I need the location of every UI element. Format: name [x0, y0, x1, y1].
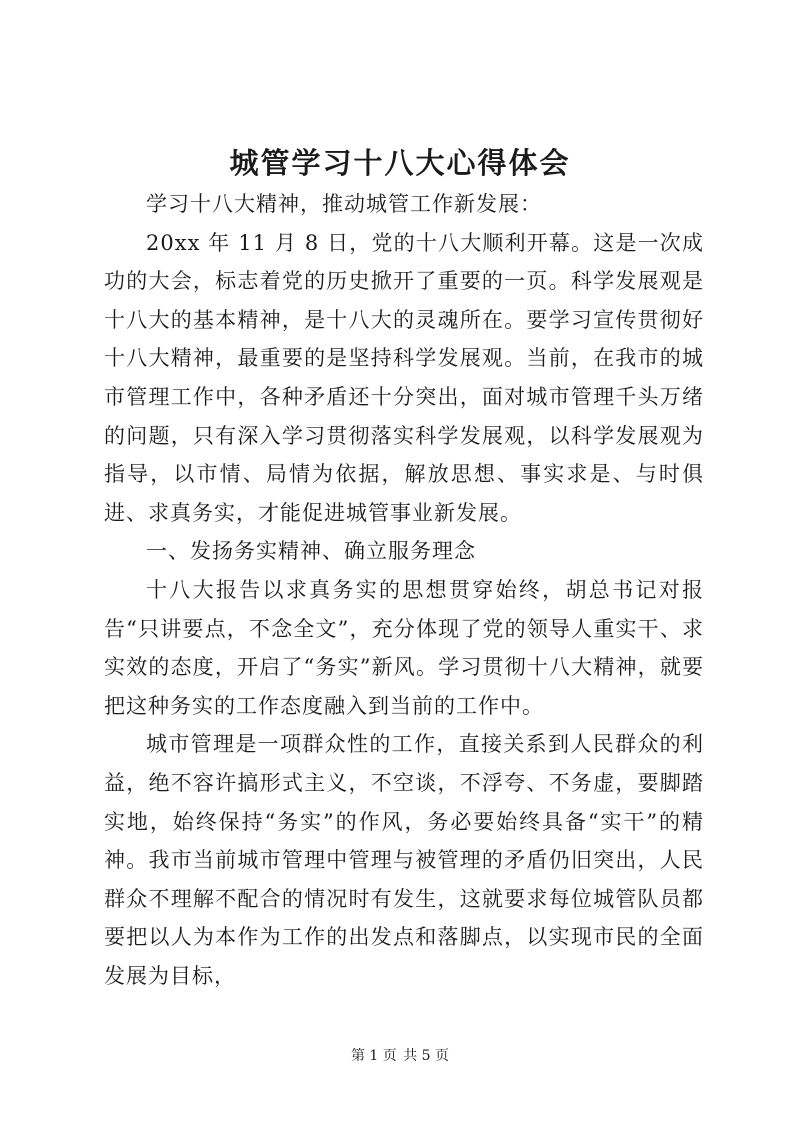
body-paragraph: 城市管理是一项群众性的工作，直接关系到人民群众的利益，绝不容许搞形式主义，不空谈，不浮夸、不务虚，要脚踏实地，始终保持“务实”的作风，务必要始终具备“实干”的精神。我市当前城市管理中管理与被管理的矛盾仍旧突出，人民群众不理解不配合的情况时有发生，这就要求每位城管队员都要把以人为本作为工作的出发点和落脚点，以实现市民的全面发展为目标， — [104, 732, 704, 988]
page-footer — [0, 1046, 800, 1066]
section-heading: 一、发扬务实精神、确立服务理念 — [146, 539, 476, 564]
body-paragraph: 十八大报告以求真务实的思想贯穿始终，胡总书记对报告“只讲要点，不念全文”，充分体现了党的领导人重实干、求实效的态度，开启了“务实”新风。学习贯彻十八大精神，就要把这种务实的工作态度融入到当前的工作中。 — [104, 577, 704, 718]
intro-paragraph: 学习十八大精神，推动城管工作新发展： — [146, 192, 542, 216]
document-body — [104, 185, 704, 995]
document-title: 城管学习十八大心得体会 — [229, 146, 571, 180]
body-paragraph: 20xx 年 11 月 8 日，党的十八大顺利开幕。这是一次成功的大会，标志着党的历史掀开了重要的一页。科学发展观是十八大的基本精神，是十八大的灵魂所在。要学习宣传贯彻好十八大精神，最重要的是坚持科学发展观。当前，在我市的城市管理工作中，各种矛盾还十分突出，面对城市管理千头万绪的问题，只有深入学习贯彻落实科学发展观，以科学发展观为指导，以市情、局情为依据，解放思想、事实求是、与时俱进、求真务实，才能促进城管事业新发展。 — [104, 230, 704, 525]
page-number: 第 1 页 — [350, 1048, 397, 1064]
page-total: 共 5 页 — [403, 1048, 450, 1064]
